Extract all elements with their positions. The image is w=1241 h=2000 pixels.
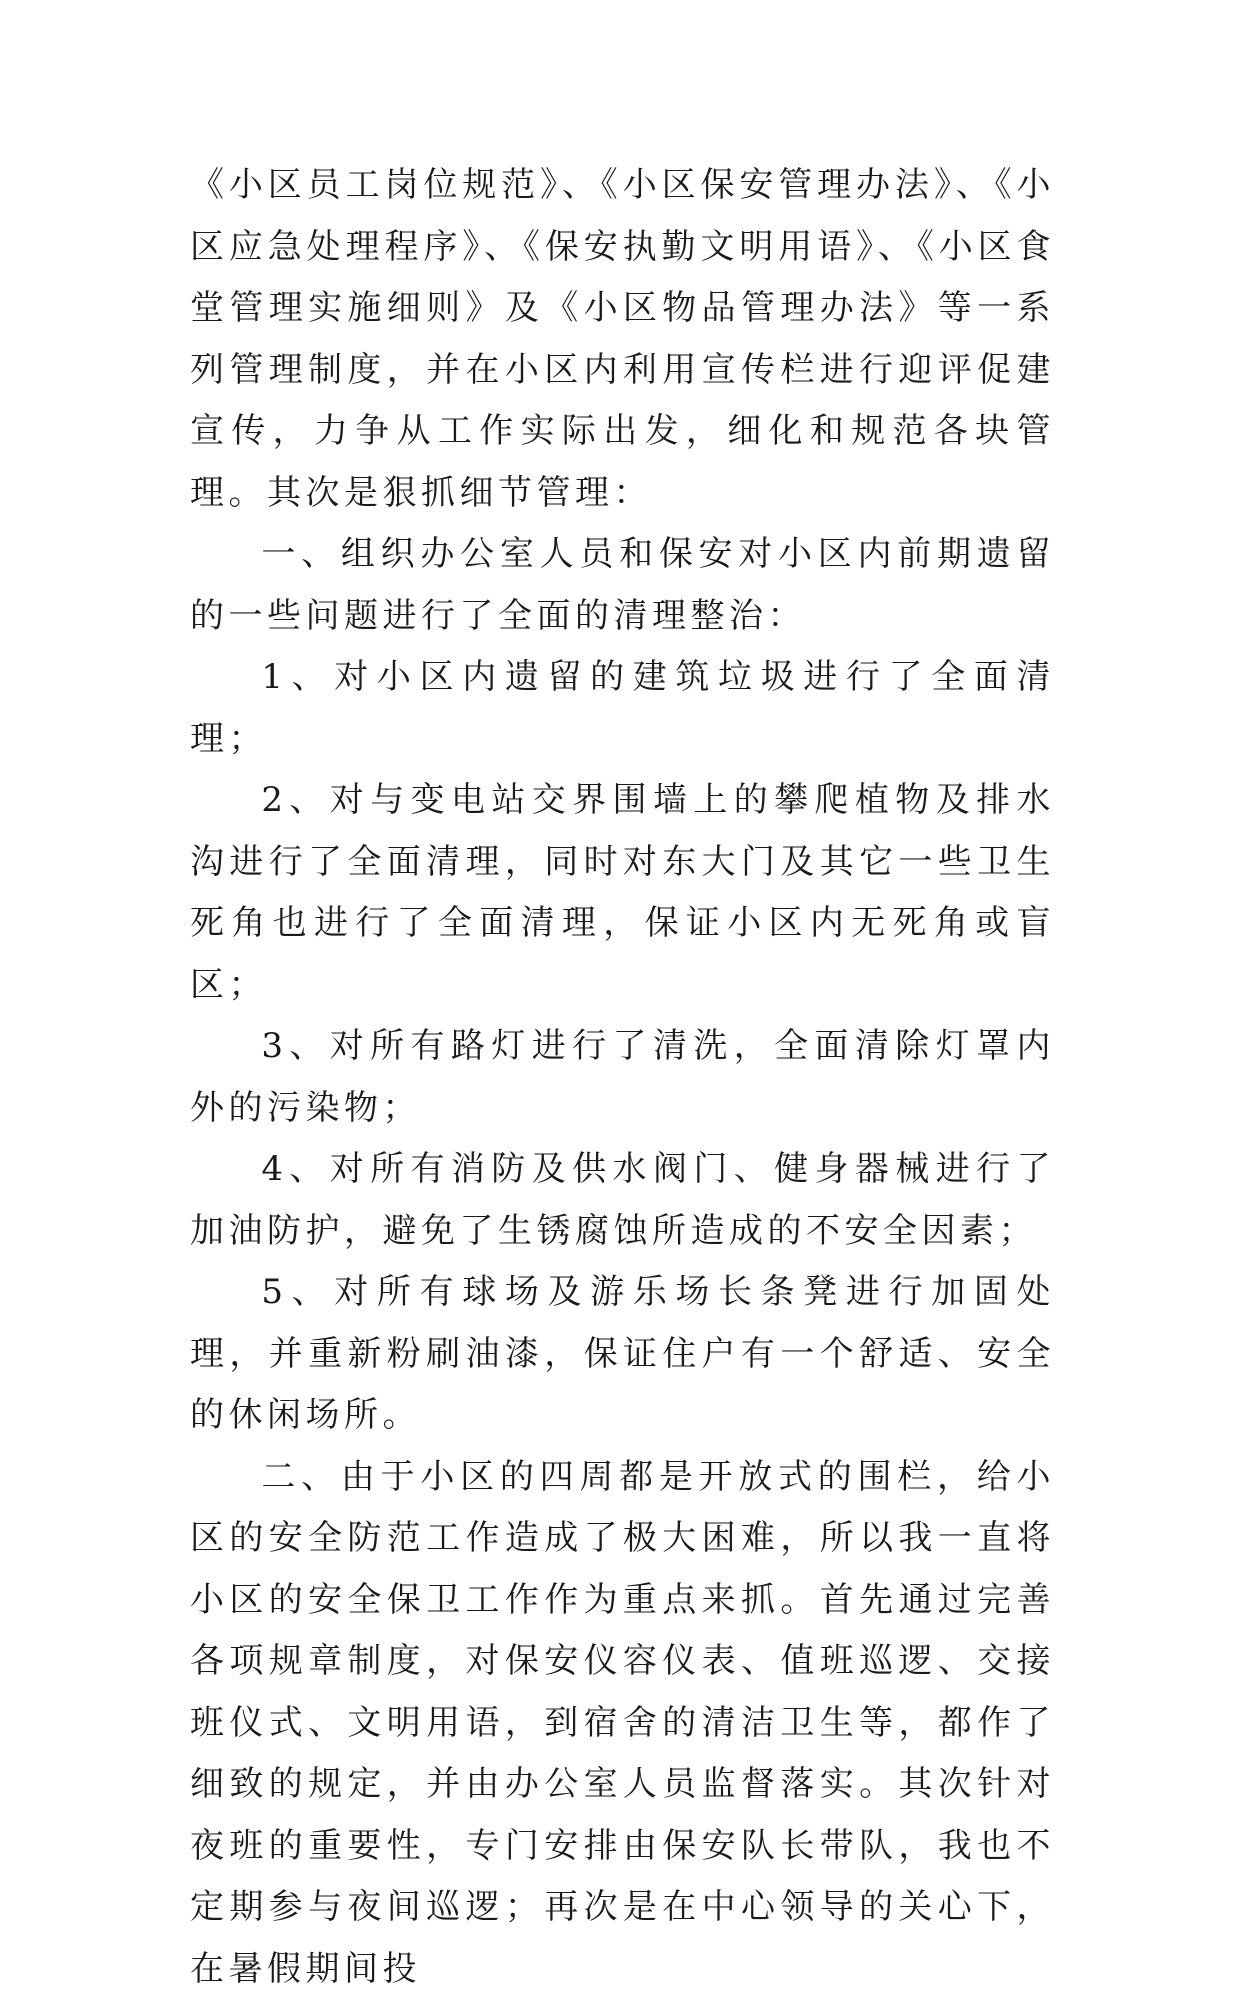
paragraph-section-two: 二、由于小区的四周都是开放式的围栏，给小区的安全防范工作造成了极大困难，所以我一直将小区的安全保卫工作作为重点来抓。首先通过完善各项规章制度，对保安仪容仪表、值班巡逻、交接班仪式、文明用语，到宿舍的清洁卫生等，都作了细致的规定，并由办公室人员监督落实。其次针对夜班的重要性，专门安排由保安队长带队，我也不定期参与夜间巡逻；再次是在中心领导的关心下，在暑假期间投: [190, 1447, 1055, 2000]
paragraph-item-5: 5、对所有球场及游乐场长条凳进行加固处理，并重新粉刷油漆，保证住户有一个舒适、安全的休闲场所。: [190, 1262, 1055, 1447]
document-body: [190, 155, 1055, 2000]
paragraph-item-3: 3、对所有路灯进行了清洗，全面清除灯罩内外的污染物；: [190, 1016, 1055, 1139]
paragraph-item-2: 2、对与变电站交界围墙上的攀爬植物及排水沟进行了全面清理，同时对东大门及其它一些卫生死角也进行了全面清理，保证小区内无死角或盲区；: [190, 770, 1055, 1016]
paragraph-section-one: 一、组织办公室人员和保安对小区内前期遗留的一些问题进行了全面的清理整治：: [190, 524, 1055, 647]
paragraph-item-4: 4、对所有消防及供水阀门、健身器械进行了加油防护，避免了生锈腐蚀所造成的不安全因素；: [190, 1139, 1055, 1262]
paragraph-item-1: 1、对小区内遗留的建筑垃圾进行了全面清理；: [190, 647, 1055, 770]
paragraph-management-rules: 《小区员工岗位规范》、《小区保安管理办法》、《小区应急处理程序》、《保安执勤文明用语》、《小区食堂管理实施细则》及《小区物品管理办法》等一系列管理制度，并在小区内利用宣传栏进行迎评促建宣传，力争从工作实际出发，细化和规范各块管理。其次是狠抓细节管理：: [190, 155, 1055, 524]
